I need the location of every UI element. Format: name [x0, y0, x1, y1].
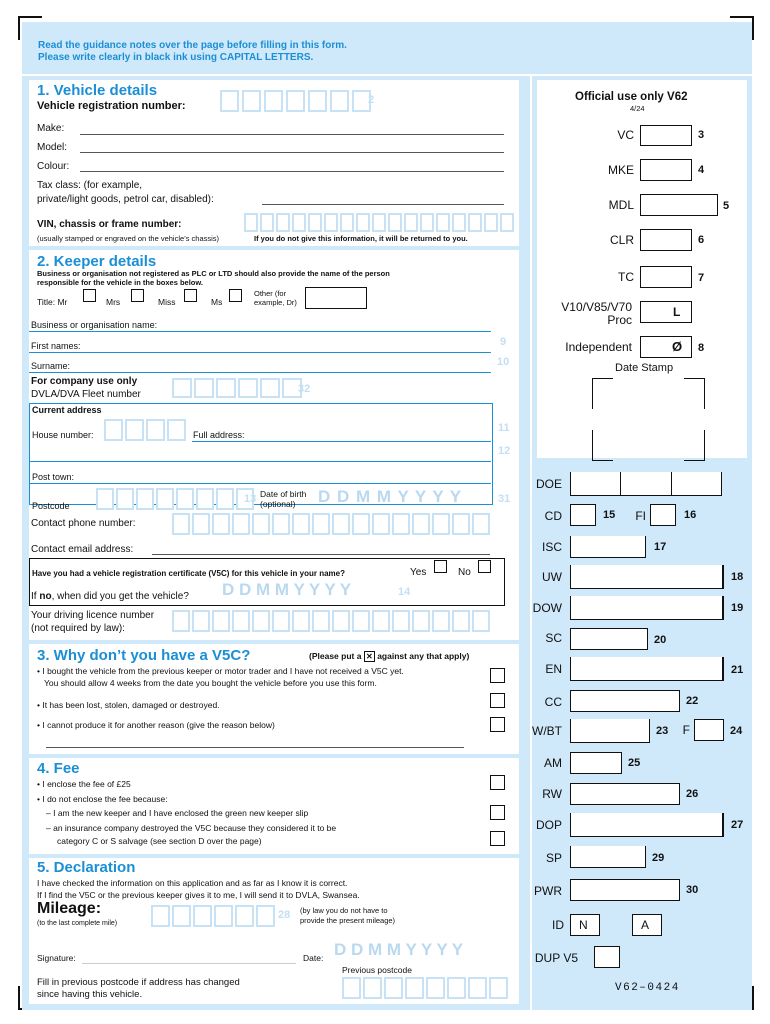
why-no-v5c-title: 3. Why don’t you have a V5C? — [37, 647, 251, 664]
first-names-field[interactable] — [29, 352, 491, 353]
f-field[interactable] — [694, 719, 724, 741]
fee-option-2: • I do not enclose the fee because: — [37, 794, 168, 804]
tax-class-label-1: Tax class: (for example, — [37, 180, 143, 191]
dob-label-1: Date of birth — [260, 489, 307, 499]
surname-field[interactable] — [29, 372, 491, 373]
keeper-note-2: responsible for the vehicle in the boxes below. — [37, 278, 204, 287]
postcode-label: Postcode — [32, 501, 70, 511]
post-town-label: Post town: — [32, 472, 75, 482]
stamp-corner-br — [684, 430, 705, 461]
licence-label-2: (not required by law): — [31, 623, 125, 634]
date-of-birth-field[interactable]: D D M M Y Y Y Y — [318, 487, 463, 506]
am-number: 25 — [628, 757, 641, 769]
fee-option-1-text: I enclose the fee of £25 — [42, 779, 131, 789]
reason-1-text-b: You should allow 4 weeks from the date you bought the vehicle before you use this form. — [44, 678, 377, 688]
model-label: Model: — [37, 142, 68, 153]
vc-number: 3 — [698, 129, 705, 141]
pwr-number: 30 — [686, 884, 699, 896]
tc-field[interactable] — [640, 266, 692, 288]
uw-number: 18 — [731, 571, 744, 583]
vin-label: VIN, chassis or frame number: — [37, 219, 182, 230]
fee-title: 4. Fee — [37, 760, 80, 777]
fi-label: FI — [635, 509, 646, 523]
cc-label: CC — [544, 695, 562, 709]
en-field[interactable] — [570, 657, 724, 681]
mdl-label: MDL — [608, 198, 634, 212]
declaration-text-2: If I find the V5C or the previous keeper gives it to me, I will send it to DVLA, Swansea. — [37, 890, 360, 900]
fee-option-3-text: I am the new keeper and I have enclosed the green new keeper slip — [53, 808, 309, 818]
pwr-label: PWR — [534, 884, 562, 898]
colour-field[interactable] — [80, 171, 504, 172]
v5c-yes-label: Yes — [410, 567, 427, 578]
if-no-text-b: no — [39, 591, 52, 602]
declaration-title: 5. Declaration — [37, 859, 136, 876]
full-address-field-1[interactable] — [192, 441, 491, 442]
fee-option-4b: category C or S salvage (see section D over the page) — [57, 836, 262, 846]
contact-phone-boxes[interactable] — [172, 513, 490, 535]
fleet-number-label: DVLA/DVA Fleet number — [31, 389, 141, 400]
field-number-28: 28 — [278, 909, 291, 921]
post-town-field[interactable] — [29, 483, 491, 484]
fill-previous-postcode-1: Fill in previous postcode if address has changed — [37, 977, 240, 988]
reason-2: It has been lost, stolen, damaged or destroyed. — [42, 700, 220, 710]
fee-option-1-checkbox[interactable] — [490, 775, 505, 790]
fi-field[interactable] — [650, 504, 676, 526]
declaration-text-1: I have checked the information on this application and as far as I know it is correct. — [37, 878, 348, 888]
reason-1-text-a: • I bought the vehicle from the previous keeper or motor trader and I have not received a V5C yet. — [37, 666, 404, 676]
vin-boxes[interactable] — [244, 213, 514, 232]
house-number-label: House number: — [32, 430, 94, 440]
vin-note-b: If you do not give this information, it will be returned to you. — [254, 234, 468, 243]
f-number: 24 — [730, 725, 743, 737]
reason-1-a: I bought the vehicle from the previous keeper or motor trader and I have not received a V5C yet. — [42, 666, 404, 676]
model-field[interactable] — [80, 152, 504, 153]
wbt-number: 23 — [656, 725, 669, 737]
cc-field[interactable] — [570, 690, 680, 712]
v10-field[interactable] — [640, 301, 692, 323]
title-other-field[interactable] — [305, 287, 367, 309]
fee-option-3: – I am the new keeper and I have enclosed the green new keeper slip — [46, 808, 309, 818]
form-code: V62–0424 — [615, 982, 680, 994]
en-number: 21 — [731, 664, 744, 676]
independent-label: Independent — [565, 340, 632, 354]
licence-label-1: Your driving licence number — [31, 610, 155, 621]
clr-field[interactable] — [640, 229, 692, 251]
reason-3: I cannot produce it for another reason (give the reason below) — [42, 720, 275, 730]
guidance-line-2: Please write clearly in black ink using CAPITAL LETTERS. — [38, 52, 314, 63]
title-mr-label: Title: Mr — [37, 297, 68, 307]
clr-number: 6 — [698, 234, 705, 246]
signature-label: Signature: — [37, 953, 76, 963]
title-other-label-1: Other (for — [254, 289, 287, 298]
mke-field[interactable] — [640, 159, 692, 181]
dop-field[interactable] — [570, 813, 724, 837]
keeper-note-1: Business or organisation not registered as PLC or LTD should also provide the name of the person — [37, 269, 390, 278]
title-other-label-2: example, Dr) — [254, 298, 297, 307]
sp-field[interactable] — [570, 846, 646, 868]
mileage-label: Mileage: — [37, 900, 102, 917]
uw-field[interactable] — [570, 565, 724, 589]
title-ms-checkbox[interactable] — [229, 289, 242, 302]
sp-label: SP — [545, 851, 562, 865]
make-field[interactable] — [80, 134, 504, 135]
mke-number: 4 — [698, 164, 705, 176]
stamp-corner-tl — [592, 378, 613, 409]
sc-number: 20 — [654, 634, 667, 646]
mke-label: MKE — [607, 163, 634, 177]
put-instruction — [309, 651, 469, 662]
v5c-yes-checkbox[interactable] — [434, 560, 447, 573]
date-stamp-label: Date Stamp — [615, 362, 674, 374]
dow-number: 19 — [731, 602, 744, 614]
dob-label-2: (optional) — [260, 499, 296, 509]
uw-label: UW — [542, 570, 562, 584]
stamp-corner-tr — [684, 378, 705, 409]
cc-number: 22 — [686, 695, 699, 707]
if-no-label — [31, 591, 189, 602]
v10-label-2: Proc — [607, 313, 632, 327]
postcode-boxes[interactable] — [96, 488, 257, 510]
independent-number: 8 — [698, 342, 705, 354]
business-name-label: Business or organisation name: — [31, 320, 158, 330]
rw-number: 26 — [686, 788, 699, 800]
v5c-no-label: No — [458, 567, 471, 578]
title-mrs-checkbox[interactable] — [131, 289, 144, 302]
independent-value: Ø — [672, 339, 683, 354]
title-mr-checkbox[interactable] — [83, 289, 96, 302]
contact-phone-label: Contact phone number: — [31, 518, 136, 529]
dow-field[interactable] — [570, 596, 724, 620]
guidance-line-1: Read the guidance notes over the page before filling in this form. — [38, 40, 347, 51]
am-field[interactable] — [570, 752, 622, 774]
reason-3-text: • I cannot produce it for another reason (give the reason below) — [37, 720, 275, 730]
doe-dividers — [570, 472, 722, 496]
tick-x-icon: ✕ — [364, 651, 375, 662]
v5c-question: Have you had a vehicle registration certificate (V5C) for this vehicle in your name? — [32, 569, 345, 578]
v10-value: L — [673, 305, 681, 319]
mileage-note: (to the last complete mile) — [37, 920, 118, 927]
licence-number-boxes[interactable] — [172, 610, 490, 632]
clr-label: CLR — [609, 233, 634, 247]
v10-label-1: V10/V85/V70 — [561, 300, 632, 314]
id-value-b: A — [641, 918, 650, 932]
fee-option-4-text-a: an insurance company destroyed the V5C because they considered it to be — [53, 823, 337, 833]
reg-number-boxes[interactable] — [220, 90, 371, 112]
fee-option-3-checkbox[interactable] — [490, 805, 505, 820]
cd-number: 15 — [603, 509, 616, 521]
sc-label: SC — [545, 631, 562, 645]
dop-label: DOP — [535, 818, 562, 832]
surname-label: Surname: — [31, 361, 71, 371]
keeper-details-title: 2. Keeper details — [37, 253, 157, 270]
dup-v5-label: DUP V5 — [534, 951, 578, 965]
reason-2-text: • It has been lost, stolen, damaged or destroyed. — [37, 700, 220, 710]
isc-field[interactable] — [570, 536, 646, 558]
signature-field[interactable] — [82, 963, 296, 964]
other-reason-field[interactable] — [46, 747, 464, 748]
put-instruction-b: against any that apply) — [377, 651, 470, 661]
field-number-11: 11 — [498, 422, 510, 434]
stamp-corner-bl — [592, 430, 613, 461]
first-names-label: First names: — [31, 341, 81, 351]
v5c-no-checkbox[interactable] — [478, 560, 491, 573]
f-label: F — [682, 723, 690, 737]
field-number-32: 32 — [298, 383, 311, 395]
id-label: ID — [552, 918, 564, 932]
mileage-law-note-1: (by law you do not have to — [300, 906, 388, 915]
doe-divider-1 — [620, 472, 621, 496]
cd-field[interactable] — [570, 504, 596, 526]
official-use-title: Official use only V62 — [575, 91, 688, 103]
put-instruction-a: (Please put a — [309, 651, 362, 661]
fi-number: 16 — [684, 509, 697, 521]
reason-1-checkbox[interactable] — [490, 668, 505, 683]
cd-label: CD — [544, 509, 562, 523]
title-miss-checkbox[interactable] — [184, 289, 197, 302]
fleet-number-boxes[interactable] — [172, 378, 302, 398]
reg-number-label: Vehicle registration number: — [37, 100, 186, 112]
fill-previous-postcode-2: since having this vehicle. — [37, 989, 143, 1000]
rw-field[interactable] — [570, 783, 680, 805]
house-number-boxes[interactable] — [104, 419, 186, 441]
current-address-label: Current address — [32, 405, 102, 415]
field-number-13: 13 — [244, 493, 257, 505]
doe-divider-2 — [671, 472, 672, 496]
company-use-label: For company use only — [31, 376, 138, 387]
field-number-9: 9 — [500, 336, 507, 348]
declaration-date-field[interactable]: D D M M Y Y Y Y — [334, 940, 464, 959]
dop-number: 27 — [731, 819, 744, 831]
form-version: 4/24 — [630, 104, 645, 113]
isc-label: ISC — [541, 540, 562, 554]
business-name-field[interactable] — [29, 331, 491, 332]
field-number-12: 12 — [498, 445, 511, 457]
title-ms-label: Ms — [211, 297, 223, 307]
tc-label: TC — [618, 270, 634, 284]
title-mrs-label: Mrs — [106, 297, 121, 307]
fee-option-4a: – an insurance company destroyed the V5C because they considered it to be — [46, 823, 337, 833]
wbt-field[interactable] — [570, 719, 650, 743]
field-number-31: 31 — [498, 493, 511, 505]
vin-note-a: (usually stamped or engraved on the vehicle’s chassis) — [37, 234, 220, 243]
fee-option-4-checkbox[interactable] — [490, 831, 505, 846]
reason-3-checkbox[interactable] — [490, 717, 505, 732]
make-label: Make: — [37, 123, 65, 134]
full-address-field-2[interactable] — [29, 461, 491, 462]
dup-v5-field[interactable] — [594, 946, 620, 968]
wbt-label: W/BT — [532, 724, 562, 738]
pwr-field[interactable] — [570, 879, 680, 901]
isc-number: 17 — [654, 541, 667, 553]
en-label: EN — [545, 662, 562, 676]
previous-postcode-boxes[interactable] — [342, 977, 508, 999]
mdl-field[interactable] — [640, 194, 718, 216]
field-number-10: 10 — [497, 356, 510, 368]
previous-postcode-label: Previous postcode — [342, 965, 412, 975]
rw-label: RW — [542, 787, 562, 801]
mdl-number: 5 — [723, 200, 730, 212]
sp-number: 29 — [652, 852, 665, 864]
if-no-text-c: , when did you get the vehicle? — [51, 591, 189, 602]
independent-field[interactable] — [640, 336, 692, 358]
field-number-2: 2 — [368, 94, 375, 106]
tax-class-label-2: private/light goods, petrol car, disabled): — [37, 194, 214, 205]
dow-label: DOW — [532, 601, 562, 615]
title-miss-label: Miss — [158, 297, 176, 307]
mileage-law-note-2: provide the present mileage) — [300, 916, 396, 925]
vc-field[interactable] — [640, 125, 692, 146]
sc-field[interactable] — [570, 628, 648, 650]
tax-class-field[interactable] — [262, 204, 504, 205]
vehicle-acquired-date-field[interactable]: D D M M Y Y Y Y — [222, 580, 352, 599]
tc-number: 7 — [698, 272, 705, 284]
vehicle-details-title: 1. Vehicle details — [37, 82, 158, 99]
mileage-boxes[interactable] — [151, 905, 275, 927]
contact-email-label: Contact email address: — [31, 544, 134, 555]
vc-label: VC — [617, 128, 634, 142]
contact-email-field[interactable] — [152, 554, 490, 555]
field-number-14: 14 — [398, 586, 411, 598]
fee-option-1: • I enclose the fee of £25 — [37, 779, 131, 789]
reason-2-checkbox[interactable] — [490, 693, 505, 708]
id-value-a: N — [579, 918, 588, 932]
colour-label: Colour: — [37, 161, 70, 172]
doe-label: DOE — [535, 477, 562, 491]
full-address-label: Full address: — [193, 430, 245, 440]
fee-option-2-text: I do not enclose the fee because: — [42, 794, 168, 804]
if-no-text-a: If — [31, 591, 37, 602]
am-label: AM — [544, 756, 562, 770]
date-label: Date: — [303, 953, 324, 963]
